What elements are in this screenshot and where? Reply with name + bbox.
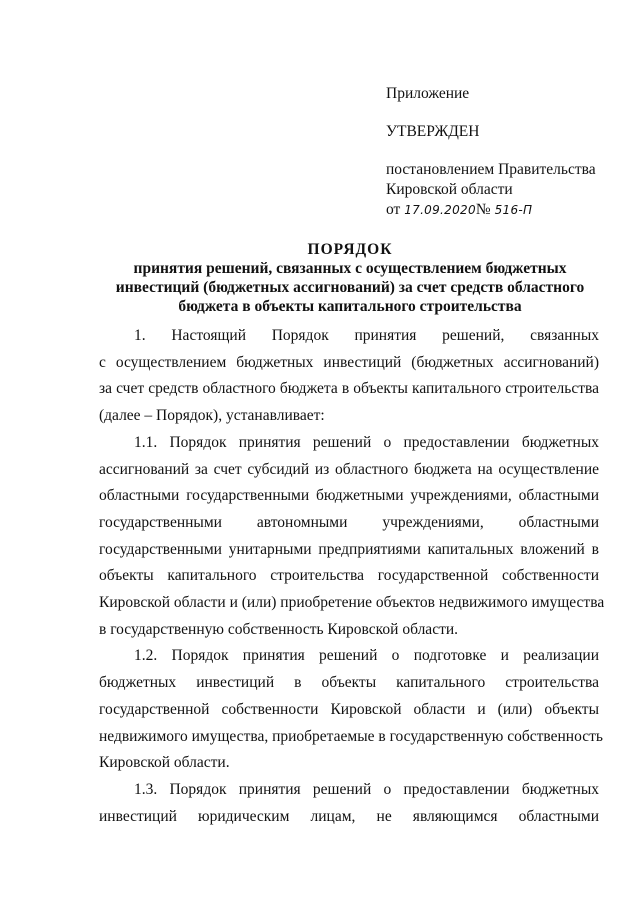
text-line: государственной собственности Кировской области и (или) объекты — [99, 700, 599, 718]
region-label: Кировской области — [386, 181, 513, 198]
text-line: Кировской области. — [99, 754, 230, 772]
text-line: за счет средств областного бюджета в объекты капитального строительства — [99, 380, 599, 398]
approved-label: УТВЕРЖДЕН — [386, 123, 480, 140]
date-prefix: от — [386, 201, 401, 218]
title-subline-1: принятия решений, связанных с осуществлением бюджетных — [133, 260, 567, 277]
text-line: недвижимого имущества, приобретаемые в государственную собственность — [99, 727, 603, 745]
text-line: ассигнований за счет субсидий из областного бюджета на осуществление — [99, 460, 599, 478]
text-line: (далее – Порядок), устанавливает: — [99, 407, 325, 425]
resolution-label: постановлением Правительства — [386, 161, 596, 178]
text-line: 1.2. Порядок принятия решений о подготовке и реализации — [134, 647, 599, 665]
handwritten-date: 17.09.2020 — [404, 203, 476, 217]
paragraph-1-1 — [99, 430, 605, 644]
text-line: инвестиций юридическим лицам, не являющимся областными — [99, 807, 599, 825]
text-line: объекты капитального строительства государственной собственности — [99, 567, 599, 585]
text-line: в государственную собственность Кировской области. — [99, 620, 459, 638]
text-line: 1.1. Порядок принятия решений о предоставлении бюджетных — [134, 433, 599, 451]
document-title — [95, 240, 605, 316]
number-sign: № — [475, 201, 491, 218]
resolution-date-line — [386, 200, 626, 220]
paragraph-1 — [99, 323, 599, 430]
text-line: 1. Настоящий Порядок принятия решений, связанных — [134, 327, 599, 344]
paragraph-1-3 — [99, 777, 599, 830]
title-subline-2: инвестиций (бюджетных ассигнований) за счет средств областного — [115, 279, 585, 296]
text-line: государственными унитарными предприятиями капитальных вложений в — [99, 540, 599, 558]
document-body — [99, 323, 605, 830]
title-subline-3: бюджета в объекты капитального строительства — [178, 298, 522, 315]
text-line: с осуществлением бюджетных инвестиций (бюджетных ассигнований) — [99, 353, 599, 371]
handwritten-number: 516-П — [494, 203, 533, 217]
appendix-label: Приложение — [386, 85, 470, 102]
title-heading: ПОРЯДОК — [307, 241, 393, 258]
text-line: Кировской области и (или) приобретение объектов недвижимого имущества — [99, 594, 605, 612]
text-line: государственными автономными учреждениями, областными — [99, 513, 599, 531]
approval-block — [386, 84, 626, 220]
text-line: 1.3. Порядок принятия решений о предоставлении бюджетных — [134, 780, 599, 798]
text-line: бюджетных инвестиций в объекты капитального строительства — [99, 674, 599, 692]
text-line: областными государственными бюджетными учреждениями, областными — [99, 487, 599, 505]
paragraph-1-2 — [99, 643, 603, 777]
